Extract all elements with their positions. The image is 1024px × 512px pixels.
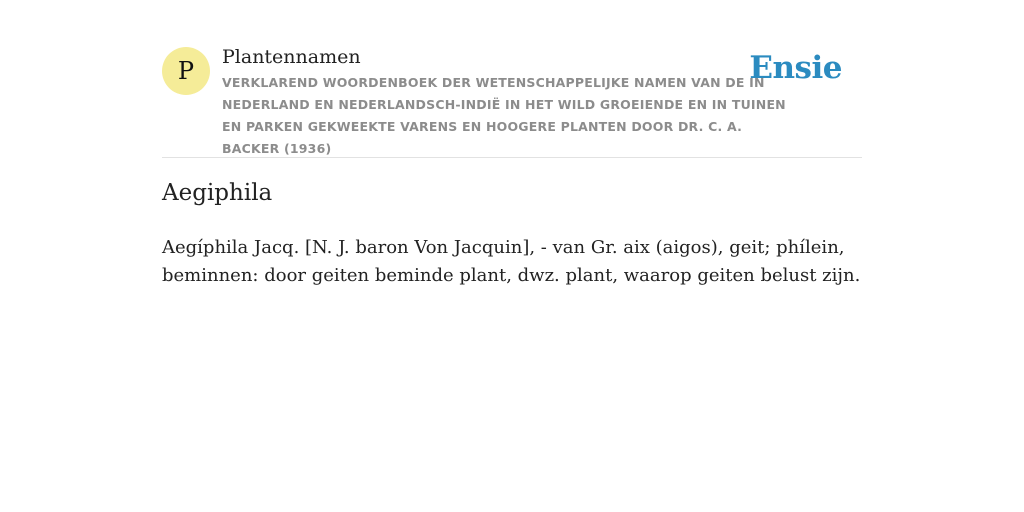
entry-title: Aegiphila <box>162 180 273 206</box>
ensie-logo-link[interactable]: Ensie <box>749 50 842 86</box>
source-subtitle: VERKLAREND WOORDENBOEK DER WETENSCHAPPELIJKE NAMEN VAN DE IN NEDERLAND EN NEDERLANDSCH-INDIË IN HET WILD GROEIENDE EN IN TUINEN EN PARKEN GEKWEEKTE VARENS EN HOOGERE PLANTEN DOOR DR. C. A. BACKER (1936) <box>222 75 786 156</box>
source-header <box>162 44 862 158</box>
source-avatar: P <box>162 47 210 95</box>
source-title-link[interactable]: Plantennamen <box>222 46 361 68</box>
entry-definition: Aegíphila Jacq. [N. J. baron Von Jacquin], - van Gr. aix (aigos), geit; phílein, beminnen: door geiten beminde plant, dwz. plant, waarop geiten belust zijn. <box>162 237 861 286</box>
